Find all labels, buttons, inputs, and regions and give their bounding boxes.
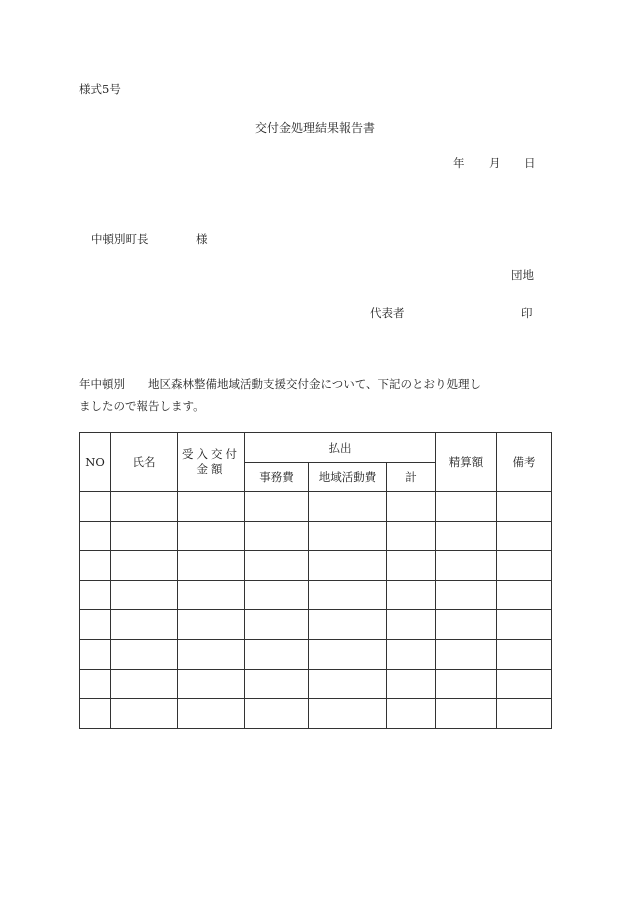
table-cell[interactable] (387, 551, 436, 581)
table-cell[interactable] (497, 610, 552, 640)
date-day-label: 日 (524, 156, 536, 170)
table-cell[interactable] (111, 492, 178, 522)
table-cell[interactable] (309, 521, 387, 551)
table-cell[interactable] (387, 580, 436, 610)
table-cell[interactable] (80, 580, 111, 610)
table-cell[interactable] (497, 699, 552, 729)
table-cell[interactable] (80, 639, 111, 669)
table-row (80, 492, 552, 522)
table-cell[interactable] (80, 699, 111, 729)
table-cell[interactable] (245, 521, 309, 551)
table-cell[interactable] (387, 492, 436, 522)
table-cell[interactable] (309, 699, 387, 729)
table-cell[interactable] (309, 669, 387, 699)
table-cell[interactable] (387, 521, 436, 551)
header-regional-activity-expense: 地域活動費 (309, 463, 387, 492)
table-cell[interactable] (245, 610, 309, 640)
table-cell[interactable] (387, 669, 436, 699)
table-cell[interactable] (111, 580, 178, 610)
table-cell[interactable] (387, 610, 436, 640)
header-received-line-1: 受入交付 (182, 447, 240, 461)
table-cell[interactable] (436, 492, 497, 522)
table-cell[interactable] (111, 669, 178, 699)
table-cell[interactable] (178, 699, 245, 729)
table-row (80, 639, 552, 669)
header-received-line-2: 金額 (196, 462, 226, 476)
table-cell[interactable] (178, 580, 245, 610)
table-cell[interactable] (497, 669, 552, 699)
date-year-label: 年 (453, 156, 465, 170)
table-cell[interactable] (436, 699, 497, 729)
group-label: 団地 (511, 268, 534, 282)
document-title: 交付金処理結果報告書 (254, 121, 375, 135)
addressee-name: 中頓別町長 (91, 232, 149, 246)
report-table (79, 432, 552, 729)
table-cell[interactable] (80, 521, 111, 551)
table-cell[interactable] (309, 492, 387, 522)
table-cell[interactable] (497, 492, 552, 522)
table-cell[interactable] (245, 669, 309, 699)
table-row (80, 521, 552, 551)
header-received-amount (178, 433, 245, 492)
table-cell[interactable] (178, 492, 245, 522)
table-cell[interactable] (309, 580, 387, 610)
header-name: 氏名 (111, 433, 178, 492)
table-cell[interactable] (309, 639, 387, 669)
table-cell[interactable] (245, 639, 309, 669)
table-cell[interactable] (436, 669, 497, 699)
table-cell[interactable] (178, 639, 245, 669)
table-cell[interactable] (497, 580, 552, 610)
table-cell[interactable] (387, 639, 436, 669)
header-office-expense: 事務費 (245, 463, 309, 492)
body-text-line-2: ましたので報告します。 (79, 399, 205, 413)
header-settlement: 精算額 (436, 433, 497, 492)
table-cell[interactable] (245, 699, 309, 729)
table-cell[interactable] (111, 699, 178, 729)
table-cell[interactable] (178, 551, 245, 581)
table-cell[interactable] (80, 492, 111, 522)
table-row (80, 551, 552, 581)
table-cell[interactable] (80, 669, 111, 699)
table-cell[interactable] (497, 639, 552, 669)
table-row (80, 669, 552, 699)
table-row (80, 699, 552, 729)
table-cell[interactable] (387, 699, 436, 729)
table-cell[interactable] (497, 551, 552, 581)
date-month-label: 月 (489, 156, 501, 170)
addressee-honorific: 様 (196, 232, 208, 246)
header-no: NO (80, 433, 111, 492)
table-cell[interactable] (436, 639, 497, 669)
header-remarks: 備考 (497, 433, 552, 492)
table-cell[interactable] (436, 610, 497, 640)
table-cell[interactable] (178, 610, 245, 640)
table-cell[interactable] (436, 521, 497, 551)
header-expenditure: 払出 (245, 433, 436, 463)
table-cell[interactable] (309, 551, 387, 581)
table-cell[interactable] (80, 610, 111, 640)
table-cell[interactable] (111, 639, 178, 669)
table-cell[interactable] (436, 580, 497, 610)
table-cell[interactable] (497, 521, 552, 551)
table-cell[interactable] (178, 669, 245, 699)
table-body (80, 492, 552, 729)
body-text-line-1: 年中頓別 地区森林整備地域活動支援交付金について、下記のとおり処理し (79, 377, 482, 391)
header-total: 計 (387, 463, 436, 492)
seal-label: 印 (521, 306, 533, 320)
table-cell[interactable] (245, 551, 309, 581)
table-cell[interactable] (80, 551, 111, 581)
table-cell[interactable] (111, 551, 178, 581)
representative-label: 代表者 (370, 306, 405, 320)
table-cell[interactable] (178, 521, 245, 551)
table-cell[interactable] (245, 492, 309, 522)
table-cell[interactable] (111, 610, 178, 640)
table-cell[interactable] (245, 580, 309, 610)
table-cell[interactable] (309, 610, 387, 640)
table-cell[interactable] (111, 521, 178, 551)
table-row (80, 580, 552, 610)
form-number: 様式5号 (79, 82, 121, 96)
table-cell[interactable] (436, 551, 497, 581)
table-row (80, 610, 552, 640)
